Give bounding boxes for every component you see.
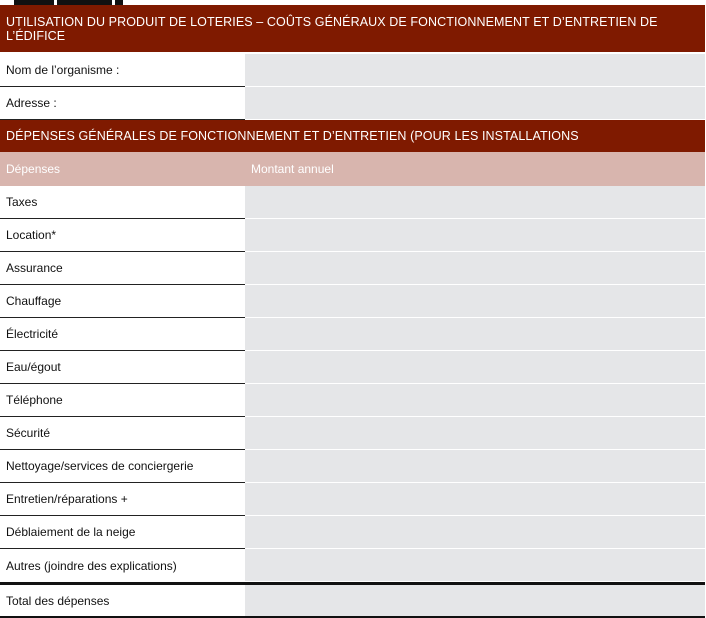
expense-amount-field[interactable] [245,417,705,450]
org-name-field[interactable] [245,54,705,87]
expense-row [0,483,705,516]
expense-row [0,417,705,450]
expense-amount-field[interactable] [245,351,705,384]
form-title: UTILISATION DU PRODUIT DE LOTERIES – COÛTS GÉNÉRAUX DE FONCTIONNEMENT ET D’ENTRETIEN DE L’ÉDIFICE [0,5,705,54]
expense-amount-field[interactable] [245,219,705,252]
expense-row [0,252,705,285]
expense-label: Taxes [0,186,245,219]
address-row [0,87,705,120]
lottery-expense-form [0,5,705,618]
expense-amount-field[interactable] [245,483,705,516]
expense-row [0,285,705,318]
total-field[interactable] [245,585,705,618]
expense-label: Assurance [0,252,245,285]
address-label: Adresse : [0,87,245,120]
expense-label: Eau/égout [0,351,245,384]
expense-label: Électricité [0,318,245,351]
expense-amount-field[interactable] [245,252,705,285]
org-name-label: Nom de l’organisme : [0,54,245,87]
expense-row [0,351,705,384]
total-label: Total des dépenses [0,585,245,618]
expense-rows [0,186,705,582]
expense-label: Sécurité [0,417,245,450]
expense-row [0,318,705,351]
total-row [0,585,705,618]
expense-label: Location* [0,219,245,252]
column-amount: Montant annuel [251,162,334,176]
address-field[interactable] [245,87,705,120]
expense-label: Téléphone [0,384,245,417]
expense-row [0,219,705,252]
expense-row [0,450,705,483]
expense-amount-field[interactable] [245,285,705,318]
expense-amount-field[interactable] [245,186,705,219]
section-title: DÉPENSES GÉNÉRALES DE FONCTIONNEMENT ET D’ENTRETIEN (POUR LES INSTALLATIONS [0,120,705,152]
expense-amount-field[interactable] [245,318,705,351]
expense-row [0,549,705,582]
expense-amount-field[interactable] [245,549,705,582]
column-expenses: Dépenses [6,162,61,176]
org-name-row [0,54,705,87]
expense-amount-field[interactable] [245,450,705,483]
column-header [0,152,705,186]
expense-label: Autres (joindre des explications) [6,558,177,573]
expense-label: Déblaiement de la neige [0,516,245,549]
expense-amount-field[interactable] [245,516,705,549]
expense-label: Entretien/réparations + [0,483,245,516]
expense-row [0,384,705,417]
expense-row [0,516,705,549]
expense-row [0,186,705,219]
expense-label: Nettoyage/services de conciergerie [0,450,245,483]
expense-label: Chauffage [0,285,245,318]
expense-amount-field[interactable] [245,384,705,417]
